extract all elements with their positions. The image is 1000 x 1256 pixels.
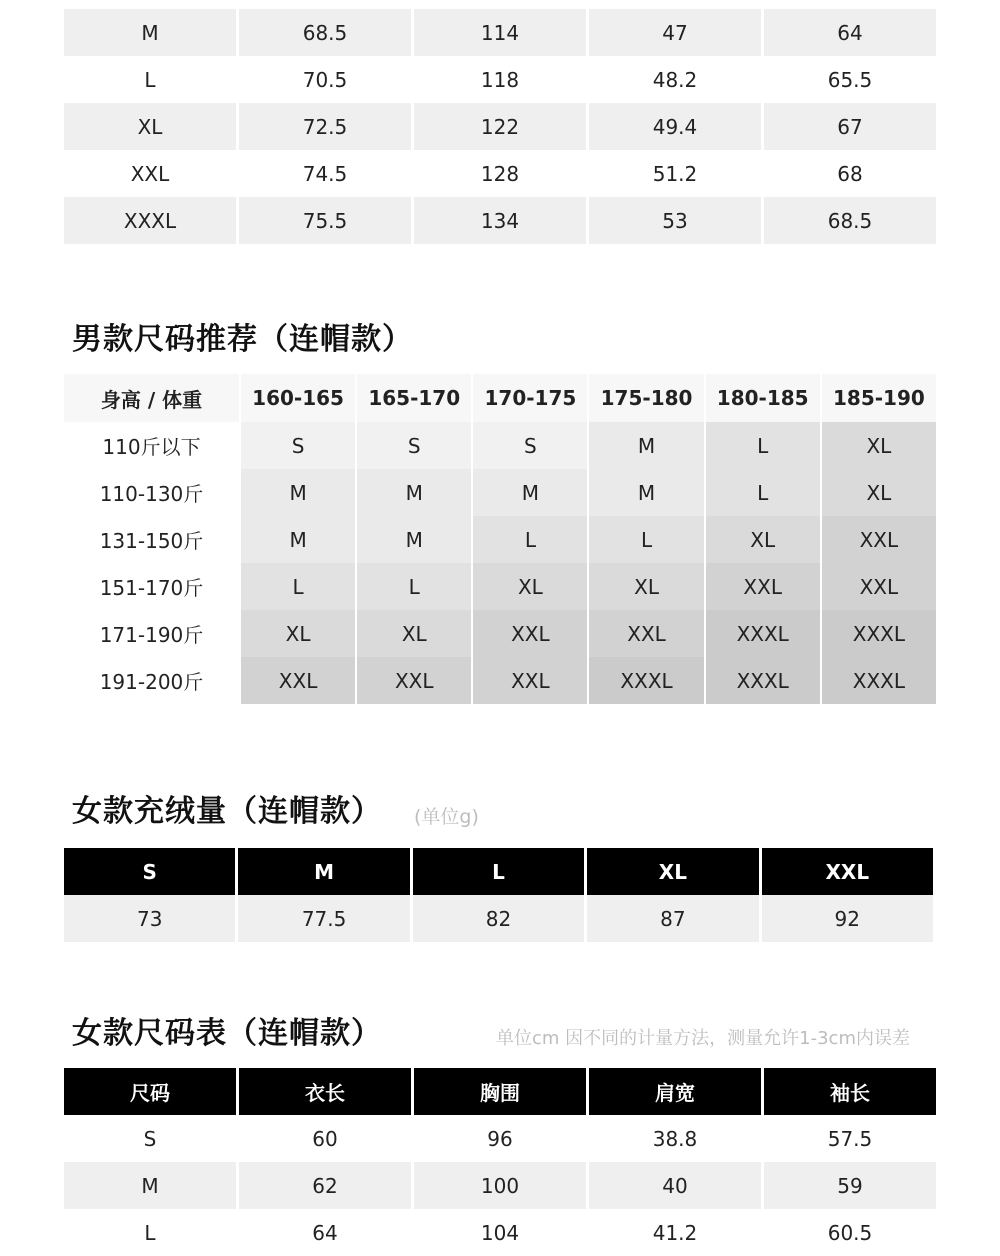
length-cell: 70.5 <box>239 56 411 103</box>
size-cell: L <box>64 56 236 103</box>
men-recommend-header <box>64 374 936 422</box>
size-cell: M <box>589 469 703 516</box>
chest-cell: 122 <box>414 103 586 150</box>
size-cell: XL <box>357 610 471 657</box>
size-header: L <box>413 848 584 895</box>
weight-label: 131-150斤 <box>64 516 239 563</box>
height-header: 170-175 <box>473 374 587 422</box>
shoulder-cell: 51.2 <box>589 150 761 197</box>
women-size-title: 女款尺码表（连帽款） <box>72 1016 382 1051</box>
women-fill-header <box>64 848 933 895</box>
size-cell: S <box>64 1115 236 1162</box>
length-cell: 62 <box>239 1162 411 1209</box>
shoulder-header: 肩宽 <box>589 1068 761 1115</box>
shoulder-cell: 53 <box>589 197 761 244</box>
chest-cell: 114 <box>414 9 586 56</box>
height-header: 175-180 <box>589 374 703 422</box>
men-size-table <box>61 9 939 244</box>
size-cell: S <box>241 422 355 469</box>
fill-value: 82 <box>413 895 584 942</box>
size-cell: XXL <box>589 610 703 657</box>
table-row <box>64 469 936 516</box>
table-row <box>64 1115 936 1162</box>
length-cell: 68.5 <box>239 9 411 56</box>
sleeve-cell: 65.5 <box>764 56 936 103</box>
women-size-body <box>64 1115 936 1256</box>
corner-label: 身高 / 体重 <box>64 374 239 422</box>
table-row <box>64 56 936 103</box>
fill-value: 77.5 <box>238 895 409 942</box>
size-cell: M <box>241 516 355 563</box>
length-cell: 75.5 <box>239 197 411 244</box>
chest-cell: 118 <box>414 56 586 103</box>
women-fill-table <box>61 848 936 942</box>
chest-cell: 96 <box>414 1115 586 1162</box>
men-size-table-body <box>64 9 936 244</box>
table-row <box>64 422 936 469</box>
table-row <box>64 516 936 563</box>
size-cell: M <box>64 1162 236 1209</box>
sleeve-cell: 64 <box>764 9 936 56</box>
length-cell: 74.5 <box>239 150 411 197</box>
weight-label: 151-170斤 <box>64 563 239 610</box>
size-header: M <box>238 848 409 895</box>
size-cell: XL <box>64 103 236 150</box>
table-row <box>64 1162 936 1209</box>
size-cell: XL <box>822 469 936 516</box>
size-header: S <box>64 848 235 895</box>
women-fill-body <box>64 895 933 942</box>
size-cell: XXXL <box>822 610 936 657</box>
fill-value: 92 <box>762 895 933 942</box>
chest-cell: 128 <box>414 150 586 197</box>
size-cell: M <box>589 422 703 469</box>
size-cell: XXXL <box>589 657 703 704</box>
header-row <box>64 848 933 895</box>
shoulder-cell: 47 <box>589 9 761 56</box>
size-cell: XL <box>822 422 936 469</box>
women-fill-title: 女款充绒量（连帽款） <box>72 794 382 829</box>
table-row <box>64 657 936 704</box>
size-cell: S <box>473 422 587 469</box>
women-fill-unit-note: (单位g) <box>414 806 479 828</box>
size-cell: XXL <box>473 610 587 657</box>
height-header: 185-190 <box>822 374 936 422</box>
men-recommend-body <box>64 422 936 704</box>
chest-cell: 100 <box>414 1162 586 1209</box>
sleeve-cell: 67 <box>764 103 936 150</box>
size-cell: L <box>706 469 820 516</box>
size-cell: L <box>589 516 703 563</box>
weight-label: 191-200斤 <box>64 657 239 704</box>
size-cell: XL <box>473 563 587 610</box>
size-header: XXL <box>762 848 933 895</box>
table-row <box>64 610 936 657</box>
size-cell: L <box>706 422 820 469</box>
size-cell: XXXL <box>706 657 820 704</box>
height-header: 180-185 <box>706 374 820 422</box>
size-cell: M <box>357 516 471 563</box>
table-row <box>64 1209 936 1256</box>
size-cell: XXXL <box>706 610 820 657</box>
sleeve-cell: 68 <box>764 150 936 197</box>
fill-value: 87 <box>587 895 758 942</box>
size-cell: XL <box>589 563 703 610</box>
sleeve-cell: 57.5 <box>764 1115 936 1162</box>
men-recommend-title: 男款尺码推荐（连帽款） <box>72 322 413 357</box>
table-row <box>64 9 936 56</box>
shoulder-cell: 38.8 <box>589 1115 761 1162</box>
chest-cell: 104 <box>414 1209 586 1256</box>
table-row <box>64 895 933 942</box>
size-cell: XXL <box>357 657 471 704</box>
height-header: 165-170 <box>357 374 471 422</box>
sleeve-header: 袖长 <box>764 1068 936 1115</box>
size-cell: XXL <box>706 563 820 610</box>
size-cell: L <box>473 516 587 563</box>
length-cell: 60 <box>239 1115 411 1162</box>
size-cell: XXXL <box>822 657 936 704</box>
size-cell: L <box>357 563 471 610</box>
size-cell: S <box>357 422 471 469</box>
header-row <box>64 374 936 422</box>
shoulder-cell: 49.4 <box>589 103 761 150</box>
women-size-unit-note: 单位cm 因不同的计量方法，测量允许1-3cm内误差 <box>496 1028 910 1049</box>
size-cell: XL <box>241 610 355 657</box>
size-cell: M <box>473 469 587 516</box>
size-cell: XXL <box>64 150 236 197</box>
shoulder-cell: 48.2 <box>589 56 761 103</box>
chest-cell: 134 <box>414 197 586 244</box>
size-cell: M <box>357 469 471 516</box>
shoulder-cell: 40 <box>589 1162 761 1209</box>
fill-value: 73 <box>64 895 235 942</box>
size-cell: XL <box>706 516 820 563</box>
length-cell: 72.5 <box>239 103 411 150</box>
size-cell: XXL <box>822 563 936 610</box>
size-cell: XXXL <box>64 197 236 244</box>
table-row <box>64 563 936 610</box>
size-header: XL <box>587 848 758 895</box>
sleeve-cell: 59 <box>764 1162 936 1209</box>
header-row <box>64 1068 936 1115</box>
size-cell: L <box>241 563 355 610</box>
women-size-table <box>61 1068 939 1256</box>
weight-label: 110-130斤 <box>64 469 239 516</box>
size-cell: M <box>64 9 236 56</box>
sleeve-cell: 68.5 <box>764 197 936 244</box>
size-cell: XXL <box>822 516 936 563</box>
weight-label: 171-190斤 <box>64 610 239 657</box>
length-header: 衣长 <box>239 1068 411 1115</box>
weight-label: 110斤以下 <box>64 422 239 469</box>
length-cell: 64 <box>239 1209 411 1256</box>
size-cell: XXL <box>241 657 355 704</box>
table-row <box>64 150 936 197</box>
height-header: 160-165 <box>241 374 355 422</box>
women-size-header <box>64 1068 936 1115</box>
size-cell: XXL <box>473 657 587 704</box>
chest-header: 胸围 <box>414 1068 586 1115</box>
shoulder-cell: 41.2 <box>589 1209 761 1256</box>
men-recommend-table <box>62 374 938 704</box>
size-cell: L <box>64 1209 236 1256</box>
table-row <box>64 197 936 244</box>
size-header: 尺码 <box>64 1068 236 1115</box>
table-row <box>64 103 936 150</box>
size-cell: M <box>241 469 355 516</box>
sleeve-cell: 60.5 <box>764 1209 936 1256</box>
